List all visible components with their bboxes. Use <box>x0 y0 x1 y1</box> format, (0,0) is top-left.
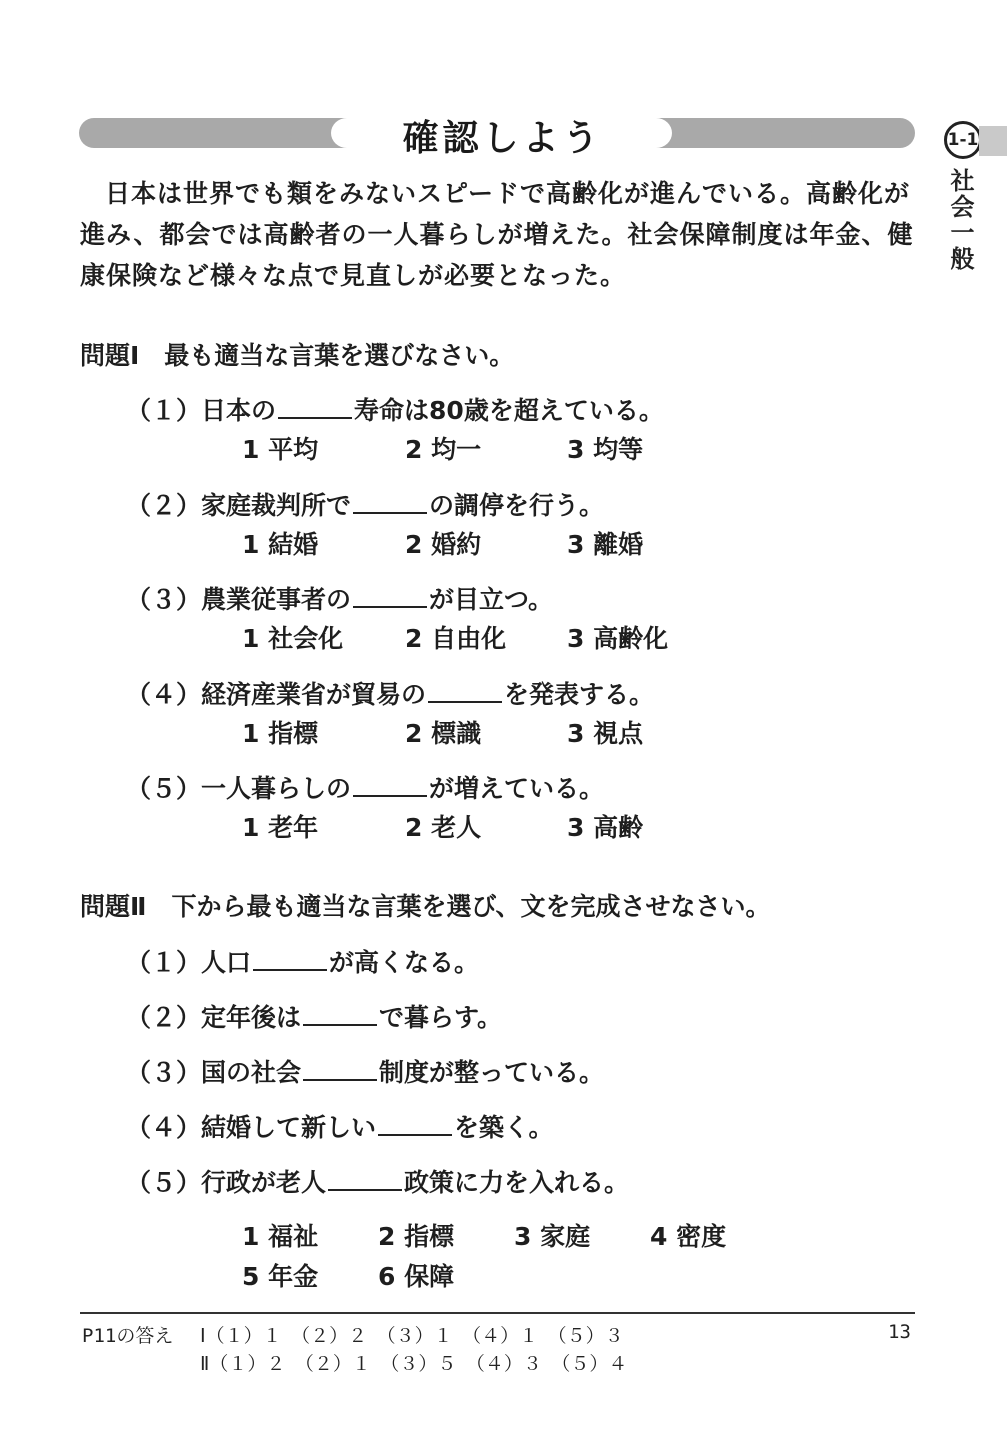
problem2-heading: 問題Ⅱ 下から最も適当な言葉を選び、文を完成させなさい。 <box>80 892 771 921</box>
question-text-after: が高くなる。 <box>329 948 480 977</box>
question-number: （１） <box>126 396 202 425</box>
option: 2 婚約 <box>405 530 482 559</box>
option: 3 視点 <box>567 719 644 748</box>
choice: 4 密度 <box>650 1222 727 1251</box>
option: 1 老年 <box>242 813 319 842</box>
answer-blank <box>428 679 502 703</box>
question-text-after: 制度が整っている。 <box>379 1058 605 1087</box>
question-text-after: で暮らす。 <box>379 1003 503 1032</box>
problem1-question <box>126 391 664 427</box>
answers-label: P11の答え <box>82 1325 174 1347</box>
problem1-question <box>126 580 553 616</box>
problem2-question <box>126 943 479 979</box>
answer-blank <box>303 1002 377 1026</box>
page-title: 確認しよう <box>402 118 603 159</box>
option: 2 均一 <box>405 435 482 464</box>
question-text-before: 一人暮らしの <box>201 774 352 803</box>
question-text-before: 行政が老人 <box>201 1168 327 1197</box>
question-text-before: 農業従事者の <box>201 585 352 614</box>
question-number: （２） <box>126 1003 202 1032</box>
question-number: （４） <box>126 680 202 709</box>
question-number: （３） <box>126 585 202 614</box>
option: 2 自由化 <box>405 624 507 653</box>
option: 1 社会化 <box>242 624 344 653</box>
question-text-after: を発表する。 <box>504 680 655 709</box>
option: 2 標識 <box>405 719 482 748</box>
section-badge: 1-1 <box>944 121 982 159</box>
page-number: 13 <box>888 1321 911 1343</box>
problem2-question <box>126 1053 604 1089</box>
choice: 5 年金 <box>242 1262 319 1291</box>
question-number: （１） <box>126 948 202 977</box>
question-text-before: 結婚して新しい <box>201 1113 377 1142</box>
answer-blank <box>278 395 352 419</box>
answer-blank <box>328 1167 402 1191</box>
answers-line-2: Ⅱ（１）２ （２）１ （３）５ （４）３ （５）４ <box>200 1353 628 1375</box>
problem1-question <box>126 675 654 711</box>
question-text-before: 定年後は <box>201 1003 302 1032</box>
question-text-before: 国の社会 <box>201 1058 302 1087</box>
option: 3 高齢化 <box>567 624 669 653</box>
question-text-after: の調停を行う。 <box>429 491 605 520</box>
answer-blank <box>353 584 427 608</box>
problem1-heading: 問題Ⅰ 最も適当な言葉を選びなさい。 <box>80 341 515 370</box>
problem2-question <box>126 998 502 1034</box>
choice: 1 福祉 <box>242 1222 319 1251</box>
answer-blank <box>303 1057 377 1081</box>
problem1-question <box>126 486 604 522</box>
answer-blank <box>253 947 327 971</box>
choice: 2 指標 <box>378 1222 455 1251</box>
question-number: （２） <box>126 491 202 520</box>
answer-blank <box>353 773 427 797</box>
answer-blank <box>353 490 427 514</box>
title-bar-right <box>656 118 915 148</box>
question-text-after: が増えている。 <box>429 774 605 803</box>
problem2-question <box>126 1163 629 1199</box>
option: 1 指標 <box>242 719 319 748</box>
choice: 6 保障 <box>378 1262 455 1291</box>
question-number: （３） <box>126 1058 202 1087</box>
question-text-before: 人口 <box>201 948 252 977</box>
question-number: （５） <box>126 774 202 803</box>
question-text-before: 経済産業省が貿易の <box>201 680 427 709</box>
question-text-after: 寿命は80歳を超えている。 <box>354 396 664 425</box>
option: 3 均等 <box>567 435 644 464</box>
problem2-question <box>126 1108 554 1144</box>
problem1-question <box>126 769 604 805</box>
question-text-after: が目立つ。 <box>429 585 554 614</box>
answer-blank <box>378 1112 452 1136</box>
question-text-before: 家庭裁判所で <box>201 491 352 520</box>
section-label: 社会一般 <box>946 168 974 272</box>
intro-paragraph: 日本は世界でも類をみないスピードで高齢化が進んでいる。高齢化が進み、都会では高齢者の一人暮らしが増えた。社会保障制度は年金、健康保険など様々な点で見直しが必要となった。 <box>80 179 914 290</box>
option: 3 離婚 <box>567 530 644 559</box>
option: 3 高齢 <box>567 813 644 842</box>
question-number: （４） <box>126 1113 202 1142</box>
option: 1 結婚 <box>242 530 319 559</box>
footer-divider <box>80 1312 915 1314</box>
answers-line-1: Ⅰ（１）１ （２）２ （３）１ （４）１ （５）３ <box>200 1325 624 1347</box>
question-text-before: 日本の <box>201 396 277 425</box>
question-text-after: を築く。 <box>454 1113 554 1142</box>
option: 1 平均 <box>242 435 319 464</box>
choice: 3 家庭 <box>514 1222 591 1251</box>
option: 2 老人 <box>405 813 482 842</box>
question-number: （５） <box>126 1168 202 1197</box>
title-bar-left <box>79 118 347 148</box>
question-text-after: 政策に力を入れる。 <box>404 1168 630 1197</box>
